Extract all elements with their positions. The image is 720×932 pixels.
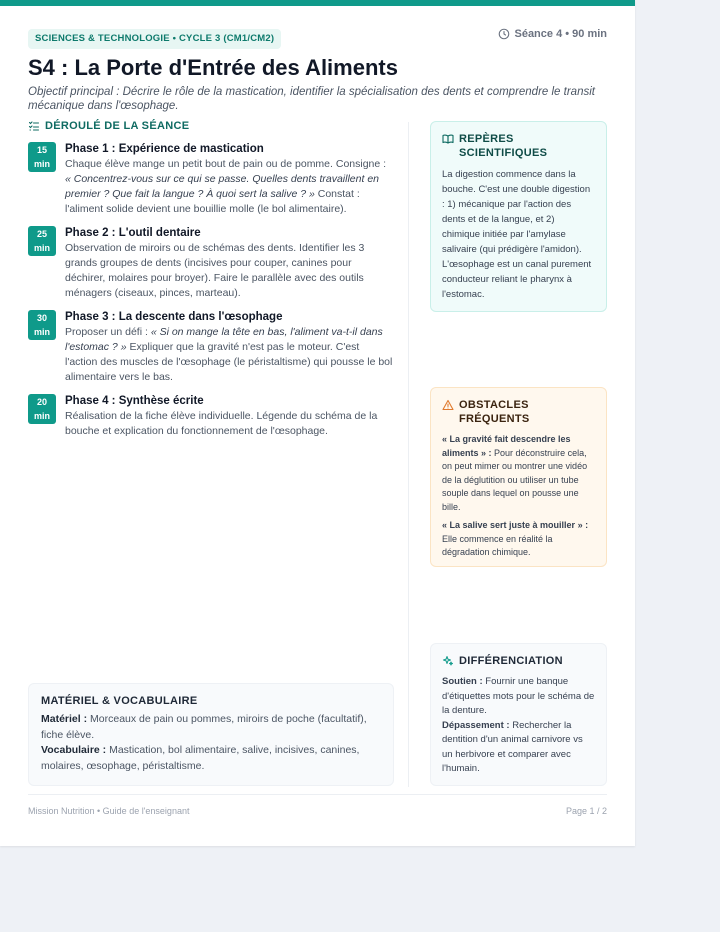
- phase-text-part: Constat : l'aliment solide devient une bouillie molle (le bol alimentaire).: [65, 188, 360, 215]
- materiel-label: Matériel :: [41, 713, 88, 725]
- footer-title: Mission Nutrition • Guide de l'enseignant: [28, 806, 190, 816]
- differenciation-heading-label: DIFFÉRENCIATION: [459, 655, 563, 667]
- soutien-label: Soutien :: [442, 676, 483, 687]
- duration-value: 25: [36, 229, 47, 239]
- phase-body: [65, 226, 394, 301]
- phase-text: [65, 157, 394, 217]
- phase-text-part: Chaque élève mange un petit bout de pain ou de pomme. Consigne :: [65, 158, 387, 170]
- clock-icon: [498, 28, 510, 40]
- phase-body: [65, 394, 394, 439]
- sparkles-icon: [442, 655, 454, 667]
- obstacle-text: Elle commence en réalité la dégradation chimique.: [442, 533, 553, 557]
- obstacles-heading: [442, 398, 595, 426]
- session-label: Séance 4 • 90 min: [514, 28, 607, 40]
- footer-divider: [28, 794, 607, 795]
- differenciation-card: [430, 643, 607, 786]
- phase-text-part: Observation de miroirs ou de schémas des dents. Identifier les 3 grands groupes de dents (incisives pour couper, canines pour déchirer, molaires pour broyer). Faire le parallèle avec des outils ménagers (ciseaux, pinces, marteau).: [65, 242, 365, 299]
- phase-text: [65, 241, 394, 301]
- phase-body: [65, 142, 394, 217]
- materiel-vocabulaire-box: [28, 683, 394, 786]
- obstacle-item: [442, 519, 595, 560]
- column-divider: [408, 122, 409, 787]
- phase-title: Phase 2 : L'outil dentaire: [65, 227, 201, 239]
- session-info: [498, 28, 607, 40]
- phase-text-quote: « Si on mange la tête en bas, l'aliment va-t-il dans l'estomac ? »: [65, 326, 383, 353]
- phase-text-part: Réalisation de la fiche élève individuelle. Légende du schéma de la bouche et explication du fonctionnement de l'œsophage.: [65, 410, 378, 437]
- page-title: S4 : La Porte d'Entrée des Aliments: [28, 55, 398, 80]
- duration-unit: min: [33, 411, 50, 421]
- duration-badge: [28, 226, 56, 256]
- phase-title: Phase 3 : La descente dans l'œsophage: [65, 311, 283, 323]
- top-accent-bar: [0, 0, 635, 6]
- duration-value: 30: [36, 313, 47, 323]
- depassement-label: Dépassement :: [442, 719, 510, 731]
- phase-text-part: Expliquer que la gravité n'est pas le moteur. C'est l'action des muscles de l'œsophage (le péristaltisme) qui pousse le bol alimentaire vers le bas.: [65, 341, 393, 383]
- phase-list: [28, 142, 394, 448]
- duration-badge: [28, 394, 56, 424]
- obstacle-label: « La salive sert juste à mouiller » :: [442, 520, 589, 530]
- phase-text: [65, 409, 394, 439]
- phase-item: [28, 142, 394, 217]
- soutien-line: [442, 675, 595, 719]
- materiel-heading: MATÉRIEL & VOCABULAIRE: [41, 695, 198, 707]
- phase-text-part: Proposer un défi :: [65, 326, 151, 338]
- differenciation-heading: [442, 654, 595, 668]
- phase-title: Phase 1 : Expérience de mastication: [65, 143, 264, 155]
- book-icon: [442, 133, 454, 145]
- vocabulaire-line: [41, 743, 381, 774]
- phase-item: [28, 310, 394, 385]
- objective-text: Objectif principal : Décrire le rôle de la mastication, identifier la spécialisation des dents et comprendre le transit mécanique dans l'œsophage.: [28, 86, 595, 112]
- duration-value: 20: [36, 397, 47, 407]
- vocabulaire-text: Mastication, bol alimentaire, salive, incisives, canines, molaires, œsophage, péristaltisme.: [41, 744, 360, 772]
- phase-title: Phase 4 : Synthèse écrite: [65, 395, 204, 407]
- reperes-card: [430, 121, 607, 312]
- list-check-icon: [28, 120, 40, 132]
- phase-text: [65, 325, 394, 385]
- phase-item: [28, 226, 394, 301]
- subject-chip: SCIENCES & TECHNOLOGIE • CYCLE 3 (CM1/CM2): [28, 29, 281, 49]
- obstacle-label: « La gravité fait descendre les aliments » :: [442, 434, 571, 458]
- reperes-heading-label: REPÈRES SCIENTIFIQUES: [459, 133, 548, 159]
- reperes-heading: [442, 132, 595, 160]
- deroule-heading-label: DÉROULÉ DE LA SÉANCE: [45, 120, 190, 132]
- duration-value: 15: [36, 145, 47, 155]
- duration-badge: [28, 142, 56, 172]
- obstacle-item: [442, 433, 595, 514]
- materiel-text: Morceaux de pain ou pommes, miroirs de poche (facultatif), fiche élève.: [41, 713, 367, 741]
- duration-unit: min: [33, 327, 50, 337]
- phase-item: [28, 394, 394, 439]
- depassement-text: Rechercher la dentition d'un animal carnivore vs un herbivore et comparer avec l'humain.: [442, 719, 583, 774]
- soutien-text: Fournir une banque d'étiquettes mots pour le schéma de la denture.: [442, 676, 595, 716]
- duration-badge: [28, 310, 56, 340]
- duration-unit: min: [33, 243, 50, 253]
- materiel-line: [41, 712, 381, 743]
- phase-text-quote: « Concentrez-vous sur ce qui se passe. Quelles dents travaillent en premier ? Que fait la langue ? À quoi sert la salive ? »: [65, 173, 380, 200]
- phase-body: [65, 310, 394, 385]
- duration-unit: min: [33, 159, 50, 169]
- obstacles-heading-label: OBSTACLES FRÉQUENTS: [459, 399, 530, 425]
- warning-icon: [442, 399, 454, 411]
- reperes-text: La digestion commence dans la bouche. C'est une double digestion : 1) mécanique par l'action des dents et de la langue, et 2) chimique initiée par l'amylase salivaire (qui prédigère l'amidon). L'œsophage est un canal purement conducteur reliant le pharynx à l'estomac.: [442, 169, 592, 300]
- obstacle-text: Pour déconstruire cela, on peut mimer ou montrer une vidéo de la déglutition ou utiliser un tube souple dans lequel on pousse une bille.: [442, 447, 588, 512]
- deroule-heading: [28, 120, 189, 132]
- page-number: Page 1 / 2: [565, 806, 607, 816]
- depassement-line: [442, 719, 595, 777]
- vocabulaire-label: Vocabulaire :: [41, 744, 107, 756]
- obstacles-card: [430, 387, 607, 567]
